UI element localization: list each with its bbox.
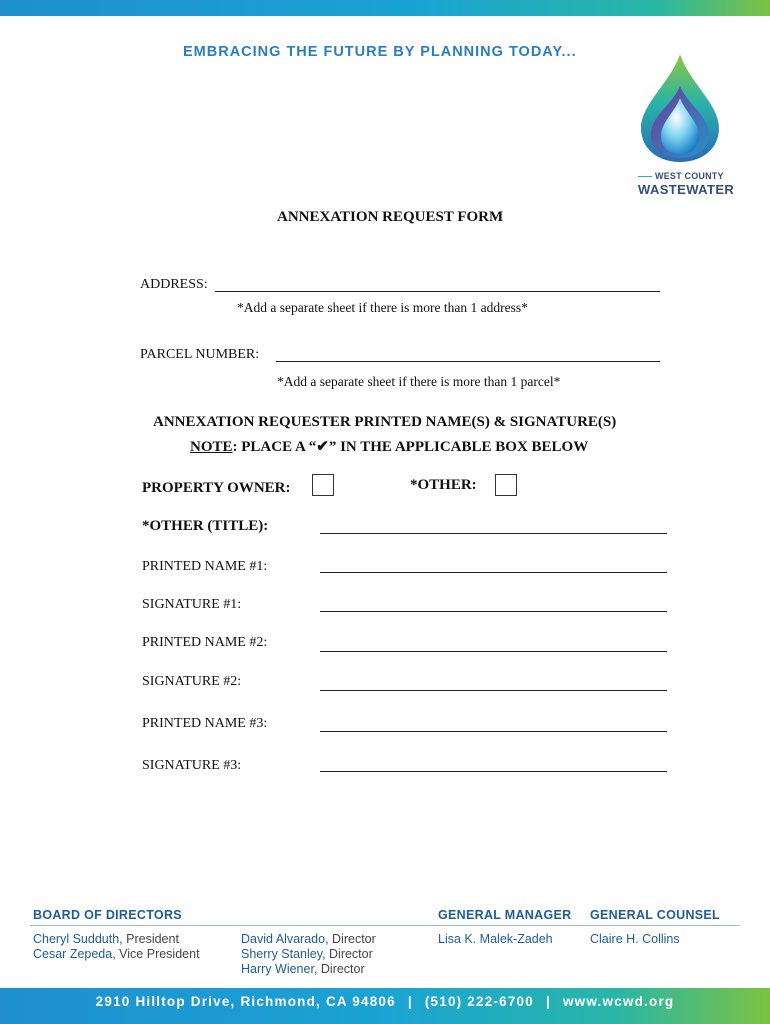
- other-label: *OTHER:: [410, 477, 477, 493]
- board-member: Harry Wiener, Director: [241, 962, 365, 976]
- general-manager-name: Lisa K. Malek-Zadeh: [438, 932, 553, 946]
- tagline: EMBRACING THE FUTURE BY PLANNING TODAY...: [183, 44, 577, 60]
- address-note: *Add a separate sheet if there is more than 1 address*: [237, 300, 528, 315]
- phone-text: (510) 222-6700: [424, 994, 534, 1009]
- other-title-label: *OTHER (TITLE):: [142, 518, 269, 534]
- contact-bar: [0, 988, 770, 1024]
- signature-2-field[interactable]: [320, 690, 667, 691]
- checkbox-note: NOTE: PLACE A “✔” IN THE APPLICABLE BOX BELOW: [190, 439, 589, 455]
- address-label: ADDRESS:: [140, 277, 208, 292]
- printed-name-1-field[interactable]: [320, 572, 667, 573]
- general-counsel-heading: GENERAL COUNSEL: [590, 908, 720, 922]
- top-banner: [0, 0, 770, 16]
- logo-subtitle: WEST COUNTY: [638, 171, 724, 181]
- footer-divider: [30, 925, 740, 926]
- board-heading: BOARD OF DIRECTORS: [33, 908, 182, 922]
- board-member: Cesar Zepeda, Vice President: [33, 947, 200, 961]
- property-owner-checkbox[interactable]: [312, 474, 334, 496]
- separator: |: [407, 994, 413, 1009]
- property-owner-label: PROPERTY OWNER:: [142, 480, 291, 496]
- parcel-note: *Add a separate sheet if there is more than 1 parcel*: [277, 374, 561, 389]
- other-title-field[interactable]: [320, 533, 667, 534]
- separator: |: [545, 994, 551, 1009]
- printed-name-3-field[interactable]: [320, 731, 667, 732]
- board-member: Sherry Stanley, Director: [241, 947, 373, 961]
- section-heading: ANNEXATION REQUESTER PRINTED NAME(S) & SIGNATURE(S): [153, 414, 617, 430]
- west-county-wastewater-logo: [632, 52, 742, 202]
- printed-name-2-field[interactable]: [320, 651, 667, 652]
- board-member: Cheryl Sudduth, President: [33, 932, 179, 946]
- signature-1-field[interactable]: [320, 611, 667, 612]
- logo-title: WASTEWATER: [638, 182, 735, 197]
- address-text: 2910 Hilltop Drive, Richmond, CA 94806: [95, 994, 396, 1009]
- parcel-number-label: PARCEL NUMBER:: [140, 347, 260, 362]
- other-checkbox[interactable]: [495, 474, 517, 496]
- address-field[interactable]: [215, 291, 660, 292]
- parcel-number-field[interactable]: [276, 361, 660, 362]
- printed-name-1-label: PRINTED NAME #1:: [142, 559, 268, 574]
- general-manager-heading: GENERAL MANAGER: [438, 908, 572, 922]
- website-link[interactable]: www.wcwd.org: [562, 994, 675, 1009]
- board-member: David Alvarado, Director: [241, 932, 376, 946]
- signature-3-field[interactable]: [320, 771, 667, 772]
- form-title: ANNEXATION REQUEST FORM: [277, 209, 504, 225]
- signature-3-label: SIGNATURE #3:: [142, 758, 242, 773]
- general-counsel-name: Claire H. Collins: [590, 932, 680, 946]
- water-drop-icon: [635, 52, 725, 164]
- printed-name-3-label: PRINTED NAME #3:: [142, 716, 268, 731]
- printed-name-2-label: PRINTED NAME #2:: [142, 635, 268, 650]
- signature-2-label: SIGNATURE #2:: [142, 674, 242, 689]
- signature-1-label: SIGNATURE #1:: [142, 597, 242, 612]
